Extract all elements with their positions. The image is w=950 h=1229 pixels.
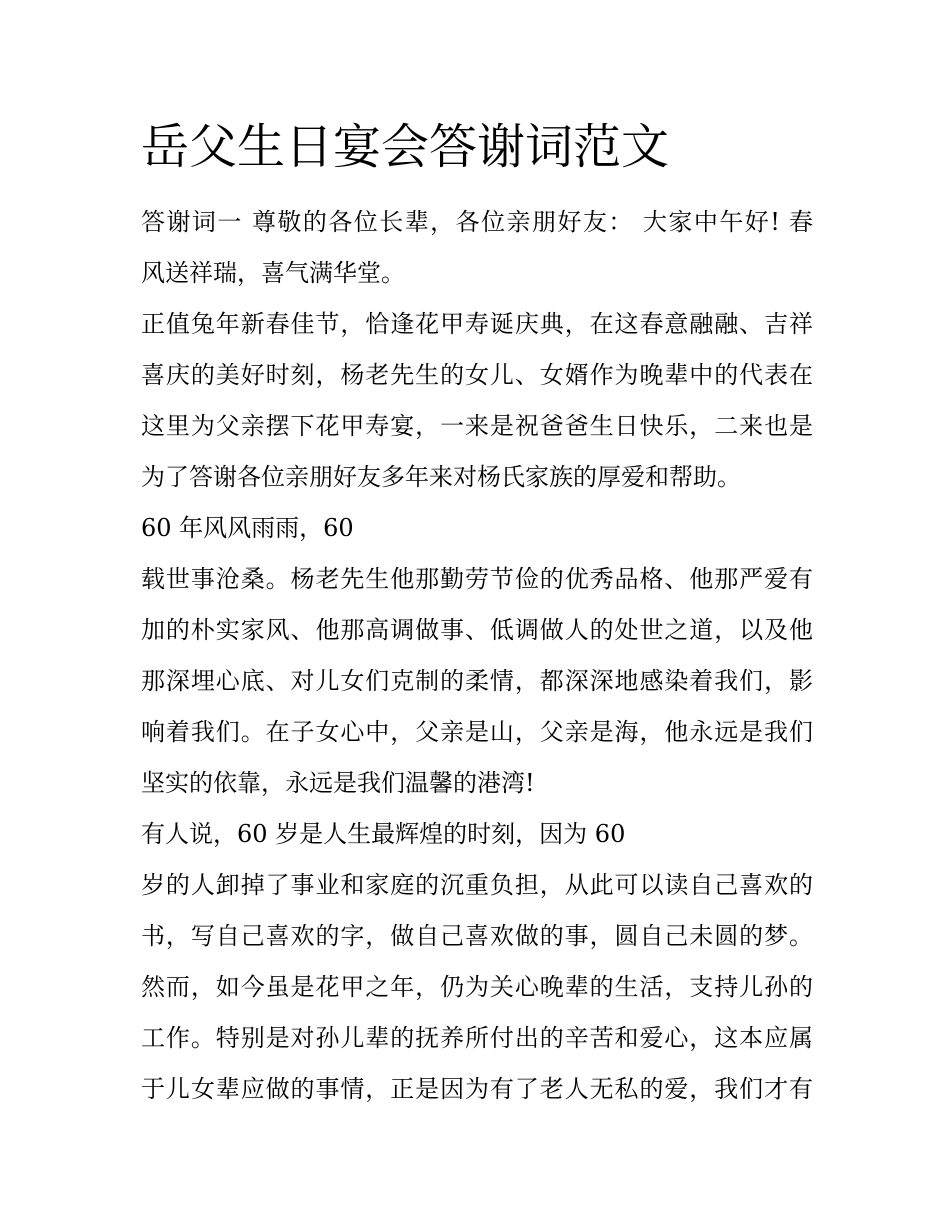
text-line: 岁的人卸掉了事业和家庭的沉重负担，从此可以读自己喜欢的 [141,871,813,899]
text-line: 坚实的依靠，永远是我们温馨的港湾! [141,769,535,797]
text-line: 风送祥瑞，喜气满华堂。 [141,259,405,287]
text-line: 响着我们。在子女心中，父亲是山，父亲是海，他永远是我们 [141,718,813,746]
text-line: 答谢词一 尊敬的各位长辈，各位亲朋好友： 大家中午好! 春 [141,208,813,236]
text-line: 喜庆的美好时刻，杨老先生的女儿、女婿作为晚辈中的代表在 [141,361,813,389]
document-title: 岳父生日宴会答谢词范文 [141,119,670,175]
paragraph-1 [141,197,813,299]
paragraph-3 [141,503,813,554]
paragraph-2 [141,299,813,503]
text-line: 然而，如今虽是花甲之年，仍为关心晚辈的生活，支持儿孙的 [141,973,813,1001]
text-line: 60 年风风雨雨，60 [141,514,354,542]
text-line: 书，写自己喜欢的字，做自己喜欢做的事，圆自己未圆的梦。 [141,922,813,950]
paragraph-6 [141,860,813,1115]
text-line: 那深埋心底、对儿女们克制的柔情，都深深地感染着我们，影 [141,667,813,695]
text-line: 为了答谢各位亲朋好友多年来对杨氏家族的厚爱和帮助。 [141,463,741,491]
paragraph-5 [141,809,813,860]
text-line: 载世事沧桑。杨老先生他那勤劳节俭的优秀品格、他那严爱有 [141,565,813,593]
document-body [141,113,813,1115]
text-line: 于儿女辈应做的事情，正是因为有了老人无私的爱，我们才有 [141,1075,813,1103]
text-line: 正值兔年新春佳节，恰逢花甲寿诞庆典，在这春意融融、吉祥 [141,310,813,338]
text-line: 加的朴实家风、他那高调做事、低调做人的处世之道，以及他 [141,616,813,644]
text-line: 这里为父亲摆下花甲寿宴，一来是祝爸爸生日快乐，二来也是 [141,412,813,440]
text-line: 工作。特别是对孙儿辈的抚养所付出的辛苦和爱心，这本应属 [141,1024,813,1052]
text-line: 有人说，60 岁是人生最辉煌的时刻，因为 60 [141,820,626,848]
paragraph-4 [141,554,813,809]
